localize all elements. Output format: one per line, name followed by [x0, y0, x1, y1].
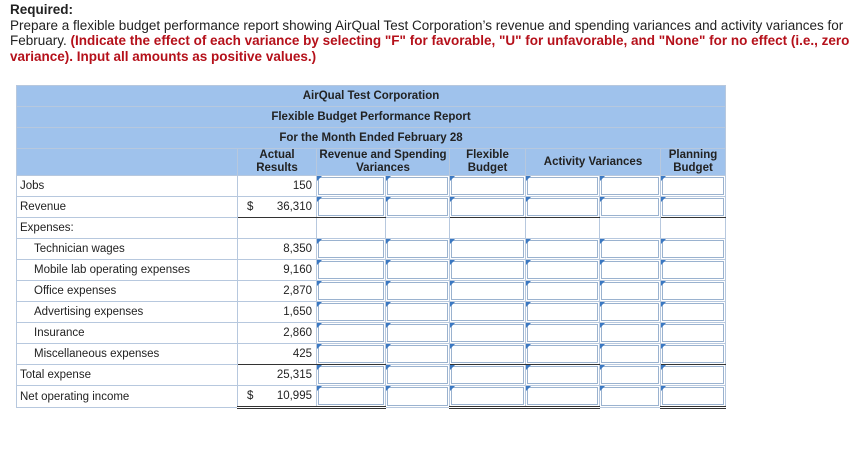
activity-effect-field[interactable] [601, 303, 659, 321]
flexible-budget-field[interactable] [451, 177, 524, 195]
cell-indicator-icon [526, 239, 531, 244]
activity-effect-select[interactable] [600, 323, 661, 344]
rev-spend-effect-select[interactable] [386, 176, 450, 197]
cell-indicator-icon [386, 239, 391, 244]
empty-cell [317, 218, 386, 239]
rev-spend-effect-select[interactable] [386, 323, 450, 344]
actual-results-value [238, 239, 317, 260]
cell-indicator-icon [661, 176, 666, 181]
actual-results-value [238, 260, 317, 281]
rev-spend-amount-input[interactable] [317, 365, 386, 386]
activity-amount-input[interactable] [526, 386, 600, 408]
rev-spend-effect-select[interactable] [386, 386, 450, 408]
cell-indicator-icon [386, 176, 391, 181]
empty-cell [450, 218, 526, 239]
cell-indicator-icon [526, 197, 531, 202]
company-name: AirQual Test Corporation [17, 86, 726, 107]
cell-indicator-icon [661, 323, 666, 328]
planning-budget-input[interactable] [661, 239, 726, 260]
flexible-budget-field[interactable] [451, 366, 524, 384]
planning-budget-input[interactable] [661, 260, 726, 281]
activity-effect-select[interactable] [600, 176, 661, 197]
report-body [17, 176, 726, 408]
rev-spend-amount-field[interactable] [318, 345, 384, 363]
flexible-budget-input[interactable] [450, 302, 526, 323]
rev-spend-amount-input[interactable] [317, 281, 386, 302]
table-row [17, 365, 726, 386]
rev-spend-effect-select[interactable] [386, 365, 450, 386]
flexible-budget-input[interactable] [450, 176, 526, 197]
cell-indicator-icon [600, 344, 605, 349]
cell-indicator-icon [317, 239, 322, 244]
cell-indicator-icon [600, 260, 605, 265]
rev-spend-amount-input[interactable] [317, 176, 386, 197]
cell-indicator-icon [526, 176, 531, 181]
row-label: Total expense [17, 365, 238, 386]
actual-amount: 25,315 [276, 369, 312, 381]
cell-indicator-icon [526, 260, 531, 265]
cell-indicator-icon [661, 239, 666, 244]
cell-indicator-icon [450, 176, 455, 181]
activity-amount-input[interactable] [526, 176, 600, 197]
rev-spend-effect-field[interactable] [387, 261, 448, 279]
planning-budget-field[interactable] [662, 324, 724, 342]
planning-budget-field[interactable] [662, 198, 724, 216]
activity-effect-select[interactable] [600, 260, 661, 281]
flexible-budget-field[interactable] [451, 240, 524, 258]
activity-amount-input[interactable] [526, 260, 600, 281]
rev-spend-amount-field[interactable] [318, 240, 384, 258]
cell-indicator-icon [386, 344, 391, 349]
activity-effect-select[interactable] [600, 386, 661, 408]
activity-effect-field[interactable] [601, 177, 659, 195]
row-label: Advertising expenses [17, 302, 238, 323]
activity-amount-field[interactable] [527, 261, 598, 279]
row-label: Expenses: [17, 218, 238, 239]
rev-spend-effect-field[interactable] [387, 240, 448, 258]
currency-symbol: $ [247, 390, 254, 402]
planning-budget-input[interactable] [661, 323, 726, 344]
activity-effect-field[interactable] [601, 282, 659, 300]
cell-indicator-icon [661, 281, 666, 286]
planning-budget-field[interactable] [662, 240, 724, 258]
flexible-budget-field[interactable] [451, 303, 524, 321]
cell-indicator-icon [317, 344, 322, 349]
rev-spend-amount-field[interactable] [318, 324, 384, 342]
actual-amount: 150 [292, 180, 312, 192]
cell-indicator-icon [450, 260, 455, 265]
rev-spend-effect-field[interactable] [387, 324, 448, 342]
rev-spend-amount-input[interactable] [317, 302, 386, 323]
report-period: For the Month Ended February 28 [17, 128, 726, 149]
rev-spend-effect-select[interactable] [386, 197, 450, 218]
rev-spend-amount-input[interactable] [317, 197, 386, 218]
cell-indicator-icon [386, 260, 391, 265]
actual-results-value [238, 218, 317, 239]
report-title: Flexible Budget Performance Report [17, 107, 726, 128]
activity-effect-select[interactable] [600, 302, 661, 323]
cell-indicator-icon [526, 365, 531, 370]
rev-spend-amount-input[interactable] [317, 386, 386, 408]
cell-indicator-icon [317, 281, 322, 286]
actual-results-value [238, 176, 317, 197]
table-row [17, 218, 726, 239]
cell-indicator-icon [600, 302, 605, 307]
activity-amount-field[interactable] [527, 324, 598, 342]
table-row [17, 239, 726, 260]
header-blank [17, 149, 238, 176]
rev-spend-amount-input[interactable] [317, 344, 386, 365]
table-row [17, 323, 726, 344]
header-flexible-budget: Flexible Budget [450, 149, 526, 176]
cell-indicator-icon [600, 197, 605, 202]
activity-amount-input[interactable] [526, 323, 600, 344]
flexible-budget-field[interactable] [451, 324, 524, 342]
planning-budget-field[interactable] [662, 261, 724, 279]
cell-indicator-icon [386, 365, 391, 370]
flexible-budget-input[interactable] [450, 197, 526, 218]
cell-indicator-icon [317, 365, 322, 370]
table-row [17, 386, 726, 408]
flexible-budget-input[interactable] [450, 386, 526, 408]
rev-spend-amount-field[interactable] [318, 387, 384, 405]
rev-spend-amount-input[interactable] [317, 323, 386, 344]
header-revenue-spending-variances: Revenue and Spending Variances [317, 149, 450, 176]
instructions-emphasis: (Indicate the effect of each variance by selecting "F" for favorable, "U" for unfavorable, and "None" for no effect (i.e., zero variance). Input all amounts as positive values.) [10, 33, 850, 64]
table-row [17, 281, 726, 302]
cell-indicator-icon [526, 302, 531, 307]
actual-amount: 2,870 [283, 285, 312, 297]
table-row [17, 344, 726, 365]
required-heading: Required: [10, 2, 74, 17]
cell-indicator-icon [450, 344, 455, 349]
actual-results-value [238, 386, 317, 408]
activity-effect-field[interactable] [601, 261, 659, 279]
activity-effect-field[interactable] [601, 324, 659, 342]
activity-amount-input[interactable] [526, 281, 600, 302]
actual-amount: 8,350 [283, 243, 312, 255]
rev-spend-effect-select[interactable] [386, 260, 450, 281]
header-activity-variances: Activity Variances [526, 149, 661, 176]
cell-indicator-icon [450, 281, 455, 286]
planning-budget-input[interactable] [661, 197, 726, 218]
actual-results-value [238, 344, 317, 365]
flexible-budget-field[interactable] [451, 282, 524, 300]
cell-indicator-icon [386, 386, 391, 391]
activity-amount-field[interactable] [527, 282, 598, 300]
header-actual-results: Actual Results [238, 149, 317, 176]
planning-budget-field[interactable] [662, 177, 724, 195]
planning-budget-input[interactable] [661, 386, 726, 408]
cell-indicator-icon [450, 365, 455, 370]
planning-budget-field[interactable] [662, 303, 724, 321]
actual-results-value [238, 197, 317, 218]
flexible-budget-input[interactable] [450, 365, 526, 386]
currency-symbol: $ [247, 201, 254, 213]
cell-indicator-icon [526, 323, 531, 328]
rev-spend-amount-field[interactable] [318, 282, 384, 300]
rev-spend-effect-field[interactable] [387, 366, 448, 384]
cell-indicator-icon [661, 344, 666, 349]
rev-spend-effect-field[interactable] [387, 303, 448, 321]
activity-amount-input[interactable] [526, 344, 600, 365]
cell-indicator-icon [386, 197, 391, 202]
empty-cell [661, 218, 726, 239]
planning-budget-field[interactable] [662, 387, 724, 405]
actual-amount: 9,160 [283, 264, 312, 276]
table-row [17, 302, 726, 323]
activity-amount-input[interactable] [526, 239, 600, 260]
cell-indicator-icon [526, 281, 531, 286]
cell-indicator-icon [450, 197, 455, 202]
row-label: Insurance [17, 323, 238, 344]
rev-spend-amount-field[interactable] [318, 198, 384, 216]
rev-spend-effect-field[interactable] [387, 177, 448, 195]
activity-effect-field[interactable] [601, 345, 659, 363]
cell-indicator-icon [600, 239, 605, 244]
cell-indicator-icon [386, 323, 391, 328]
cell-indicator-icon [386, 281, 391, 286]
planning-budget-input[interactable] [661, 281, 726, 302]
cell-indicator-icon [450, 323, 455, 328]
empty-cell [600, 218, 661, 239]
actual-results-value [238, 302, 317, 323]
planning-budget-input[interactable] [661, 176, 726, 197]
cell-indicator-icon [661, 365, 666, 370]
planning-budget-field[interactable] [662, 282, 724, 300]
activity-amount-input[interactable] [526, 302, 600, 323]
activity-effect-select[interactable] [600, 365, 661, 386]
empty-cell [386, 218, 450, 239]
cell-indicator-icon [317, 386, 322, 391]
flexible-budget-input[interactable] [450, 239, 526, 260]
cell-indicator-icon [600, 323, 605, 328]
header-planning-budget: Planning Budget [661, 149, 726, 176]
activity-effect-field[interactable] [601, 240, 659, 258]
cell-indicator-icon [317, 323, 322, 328]
flexible-budget-input[interactable] [450, 260, 526, 281]
table-row [17, 176, 726, 197]
cell-indicator-icon [600, 365, 605, 370]
rev-spend-amount-field[interactable] [318, 303, 384, 321]
table-row [17, 260, 726, 281]
cell-indicator-icon [600, 176, 605, 181]
cell-indicator-icon [317, 302, 322, 307]
activity-effect-select[interactable] [600, 239, 661, 260]
empty-cell [526, 218, 600, 239]
planning-budget-field[interactable] [662, 345, 724, 363]
activity-amount-field[interactable] [527, 303, 598, 321]
activity-amount-field[interactable] [527, 198, 598, 216]
flexible-budget-input[interactable] [450, 281, 526, 302]
rev-spend-effect-field[interactable] [387, 345, 448, 363]
cell-indicator-icon [661, 197, 666, 202]
flexible-budget-field[interactable] [451, 198, 524, 216]
activity-effect-select[interactable] [600, 281, 661, 302]
cell-indicator-icon [317, 176, 322, 181]
planning-budget-field[interactable] [662, 366, 724, 384]
row-label: Miscellaneous expenses [17, 344, 238, 365]
row-label: Mobile lab operating expenses [17, 260, 238, 281]
cell-indicator-icon [600, 281, 605, 286]
planning-budget-input[interactable] [661, 302, 726, 323]
flexible-budget-input[interactable] [450, 323, 526, 344]
activity-amount-field[interactable] [527, 345, 598, 363]
actual-results-value [238, 281, 317, 302]
rev-spend-effect-select[interactable] [386, 302, 450, 323]
cell-indicator-icon [317, 260, 322, 265]
rev-spend-amount-input[interactable] [317, 239, 386, 260]
rev-spend-amount-field[interactable] [318, 366, 384, 384]
cell-indicator-icon [526, 344, 531, 349]
cell-indicator-icon [386, 302, 391, 307]
actual-amount: 2,860 [283, 327, 312, 339]
activity-effect-field[interactable] [601, 366, 659, 384]
row-label: Net operating income [17, 386, 238, 408]
cell-indicator-icon [450, 302, 455, 307]
row-label: Office expenses [17, 281, 238, 302]
rev-spend-effect-select[interactable] [386, 281, 450, 302]
rev-spend-effect-field[interactable] [387, 387, 448, 406]
planning-budget-input[interactable] [661, 344, 726, 365]
instructions [10, 2, 850, 64]
rev-spend-effect-field[interactable] [387, 198, 448, 216]
rev-spend-amount-field[interactable] [318, 261, 384, 279]
rev-spend-effect-select[interactable] [386, 239, 450, 260]
rev-spend-amount-input[interactable] [317, 260, 386, 281]
cell-indicator-icon [450, 386, 455, 391]
actual-amount: 36,310 [276, 201, 312, 213]
row-label: Jobs [17, 176, 238, 197]
cell-indicator-icon [526, 386, 531, 391]
cell-indicator-icon [317, 197, 322, 202]
activity-amount-input[interactable] [526, 197, 600, 218]
table-row [17, 197, 726, 218]
flexible-budget-input[interactable] [450, 344, 526, 365]
cell-indicator-icon [661, 260, 666, 265]
flexible-budget-field[interactable] [451, 345, 524, 363]
flexible-budget-field[interactable] [451, 387, 524, 405]
rev-spend-effect-field[interactable] [387, 282, 448, 300]
row-label: Revenue [17, 197, 238, 218]
activity-effect-select[interactable] [600, 197, 661, 218]
instructions-text: Prepare a flexible budget performance report showing AirQual Test Corporation’s revenue and spending variances and activity variances for February. [10, 17, 844, 48]
performance-report-table [16, 85, 726, 409]
activity-amount-field[interactable] [527, 240, 598, 258]
rev-spend-amount-field[interactable] [318, 177, 384, 195]
cell-indicator-icon [661, 302, 666, 307]
actual-amount: 425 [292, 348, 312, 360]
cell-indicator-icon [600, 386, 605, 391]
activity-amount-field[interactable] [527, 387, 598, 405]
actual-results-value [238, 365, 317, 386]
flexible-budget-field[interactable] [451, 261, 524, 279]
activity-effect-field[interactable] [601, 198, 659, 216]
cell-indicator-icon [661, 386, 666, 391]
actual-amount: 10,995 [276, 390, 312, 402]
activity-effect-field[interactable] [601, 387, 659, 406]
rev-spend-effect-select[interactable] [386, 344, 450, 365]
activity-amount-input[interactable] [526, 365, 600, 386]
activity-effect-select[interactable] [600, 344, 661, 365]
activity-amount-field[interactable] [527, 366, 598, 384]
row-label: Technician wages [17, 239, 238, 260]
planning-budget-input[interactable] [661, 365, 726, 386]
actual-amount: 1,650 [283, 306, 312, 318]
actual-results-value [238, 323, 317, 344]
activity-amount-field[interactable] [527, 177, 598, 195]
cell-indicator-icon [450, 239, 455, 244]
